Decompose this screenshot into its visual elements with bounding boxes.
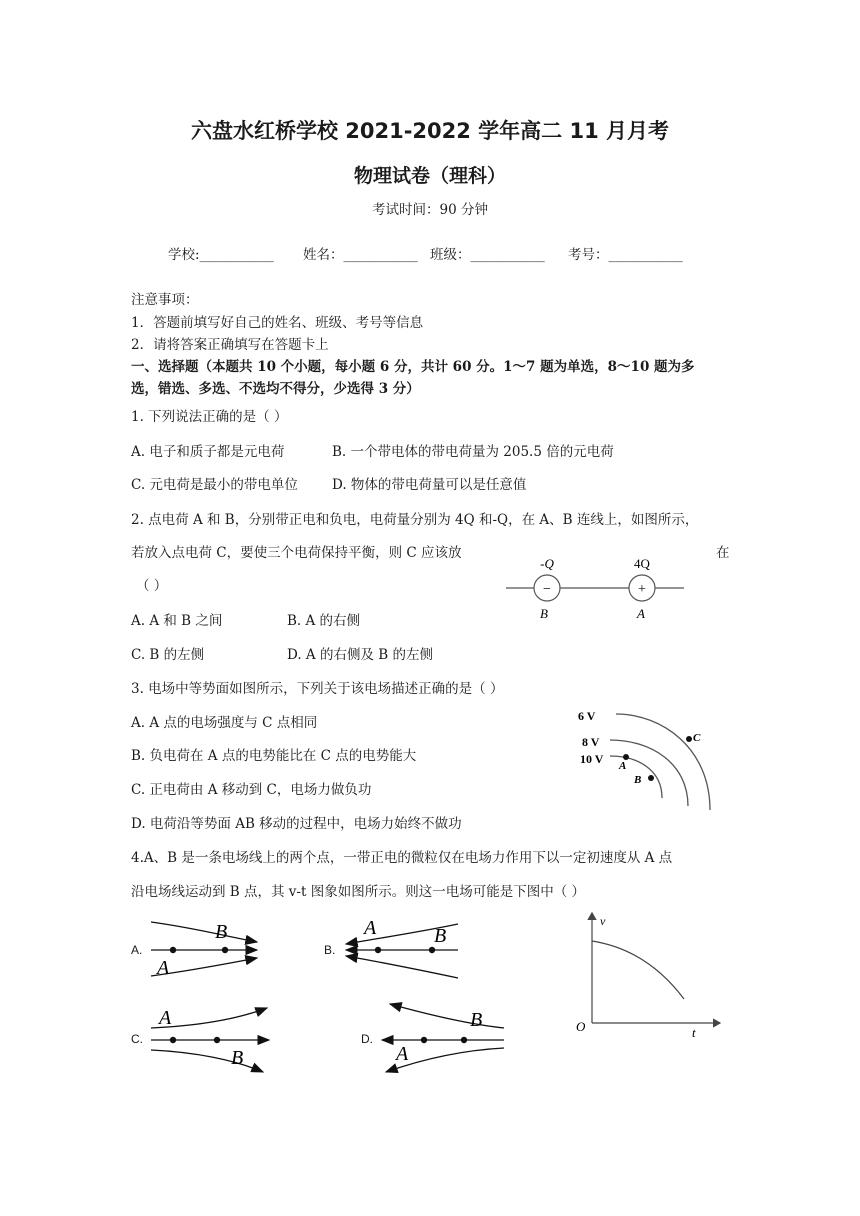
q1-option-d: D. 物体的带电荷量可以是任意值 (332, 477, 527, 493)
name-field: 姓名：___________ (303, 247, 418, 263)
exam-time: 考试时间：90 分钟 (372, 202, 488, 218)
q2-charges-figure (500, 552, 690, 624)
q4c-letter-a: A (159, 1007, 172, 1029)
q4-option-a-figure (145, 908, 265, 983)
q2-pos-sign: + (638, 582, 646, 597)
q2-label-b: B (540, 606, 548, 621)
q2-label-a: A (637, 606, 645, 621)
q3-equipotential-figure (572, 702, 722, 814)
q4-option-d-label: D. (361, 1032, 373, 1046)
q4-option-b-figure (340, 908, 465, 983)
q2-option-c: C. B 的左侧 (131, 647, 205, 663)
q4-vt-y-label: v (600, 914, 606, 928)
q3-option-c: C. 正电荷由 A 移动到 C，电场力做负功 (131, 782, 372, 798)
number-field: 考号：___________ (568, 247, 683, 263)
q2-neg-sign: − (543, 582, 551, 597)
q2-answer-blank: （ ） (136, 578, 168, 594)
q4d-letter-a: A (396, 1043, 409, 1065)
q2-option-d: D. A 的右侧及 B 的左侧 (287, 647, 433, 663)
notice-item-1: 1．答题前填写好自己的姓名、班级、考号等信息 (131, 315, 424, 331)
q2-pos-charge-label: 4Q (634, 556, 650, 571)
q2-stem-line1: 2. 点电荷 A 和 B，分别带正电和负电，电荷量分别为 4Q 和-Q，在 A、B 连线上，如图所示， (131, 512, 699, 528)
q3-option-a: A. A 点的电场强度与 C 点相同 (131, 715, 318, 731)
page-subtitle: 物理试卷（理科） (353, 165, 506, 187)
q4-vt-curve (592, 941, 684, 999)
notice-heading: 注意事项： (131, 292, 199, 308)
q4-stem-line2: 沿电场线运动到 B 点，其 v-t 图象如图所示。则这一电场可能是下图中（ ） (131, 884, 585, 900)
q2-option-b: B. A 的右侧 (287, 613, 361, 629)
q1-option-c: C. 元电荷是最小的带电单位 (131, 477, 298, 493)
q3-label-8v: 8 V (582, 735, 600, 749)
q4-option-c-figure (145, 996, 275, 1078)
q4b-letter-b: B (434, 925, 447, 947)
q4-vt-graph (570, 905, 730, 1040)
q4-option-d-figure (376, 996, 511, 1078)
q4-stem-line1: 4.A、B 是一条电场线上的两个点，一带正电的微粒仅在电场力作用下以一定初速度从 A 点 (131, 850, 673, 866)
q1-option-a: A. 电子和质子都是元电荷 (131, 444, 285, 460)
q4-option-c-label: C. (131, 1032, 143, 1046)
q4a-letter-a: A (157, 957, 170, 979)
q2-option-a: A. A 和 B 之间 (131, 613, 223, 629)
q4a-letter-b: B (215, 921, 228, 943)
q3-option-b: B. 负电荷在 A 点的电势能比在 C 点的电势能大 (131, 748, 417, 764)
q2-neg-charge-label: -Q (540, 556, 554, 571)
section-heading-line2: 选，错选、多选、不选均不得分，少选得 3 分） (131, 381, 420, 397)
q4-vt-origin: O (576, 1019, 586, 1034)
q3-point-c: C (693, 732, 701, 744)
q3-point-a: A (619, 760, 627, 772)
q2-stem-line2-end: 在 (716, 545, 730, 561)
q2-stem-line2: 若放入点电荷 C，要使三个电荷保持平衡，则 C 应该放 (131, 545, 462, 561)
class-field: 班级：___________ (430, 247, 545, 263)
q4-option-a-label: A. (131, 943, 143, 957)
page-title: 六盘水红桥学校 2021-2022 学年高二 11 月月考 (190, 119, 670, 143)
q4-vt-x-label: t (692, 1025, 696, 1040)
q1-option-b: B. 一个带电体的带电荷量为 205.5 倍的元电荷 (332, 444, 614, 460)
q3-stem: 3. 电场中等势面如图所示，下列关于该电场描述正确的是（ ） (131, 681, 504, 697)
q3-option-d: D. 电荷沿等势面 AB 移动的过程中，电场力始终不做功 (131, 816, 462, 832)
section-heading-line1: 一、选择题（本题共 10 个小题，每小题 6 分，共计 60 分。1～7 题为单选，8～10 题为多 (131, 359, 695, 375)
q3-point-b: B (634, 774, 642, 786)
notice-item-2: 2．请将答案正确填写在答题卡上 (131, 337, 329, 353)
q4-option-b-label: B. (324, 943, 336, 957)
q4c-letter-b: B (231, 1047, 244, 1069)
q1-stem: 1. 下列说法正确的是（ ） (131, 409, 288, 425)
q4d-letter-b: B (470, 1009, 483, 1031)
school-field: 学校:___________ (168, 247, 274, 263)
q4b-letter-a: A (364, 917, 377, 939)
q3-label-10v: 10 V (580, 752, 604, 766)
q3-label-6v: 6 V (578, 709, 596, 723)
